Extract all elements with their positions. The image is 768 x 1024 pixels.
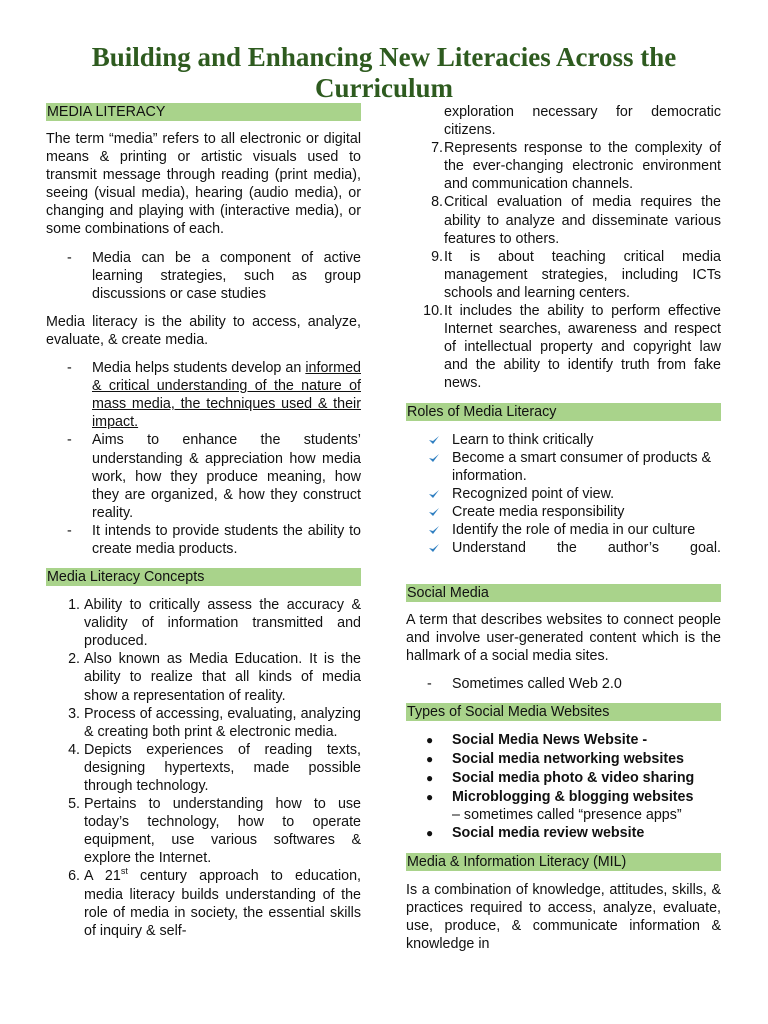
list-item: - Media can be a component of active learning strategies, such as group discussions or case studies xyxy=(67,249,361,302)
list-item: 4. Depicts experiences of reading texts, designing hypertexts, made possible through technology. xyxy=(68,741,361,794)
mil-definition: Is a combination of knowledge, attitudes, skills, & practices required to access, analyze, evaluate, use, produce, & communicate information & knowledge in xyxy=(406,881,721,952)
section-header-media-literacy: MEDIA LITERACY xyxy=(46,103,361,121)
page-title: Building and Enhancing New Literacies Across the Curriculum xyxy=(91,42,677,103)
social-media-definition: A term that describes websites to connect people and involve user-generated content which is the hallmark of a social media sites. xyxy=(406,612,721,665)
list-item: 9. It is about teaching critical media management strategies, including ICTs schools and learning centers. xyxy=(431,248,721,301)
types-list xyxy=(406,731,721,844)
check-icon xyxy=(428,507,440,518)
list-item: - Sometimes called Web 2.0 xyxy=(427,676,622,693)
list-item: Learn to think critically xyxy=(406,431,721,449)
right-column xyxy=(406,103,721,953)
list-item: 8. Critical evaluation of media requires the ability to analyze and disseminate various features to others. xyxy=(431,194,721,247)
list-item: 1. Ability to critically assess the accuracy & validity of information transmitted and produced. xyxy=(68,597,361,650)
check-icon xyxy=(428,525,440,536)
list-item: - It intends to provide students the ability to create media products. xyxy=(67,522,361,557)
list-item: ● Social Media News Website - xyxy=(426,731,648,748)
list-item: 6. A 21st century approach to education, media literacy builds understanding of the role of media in society, the essential skills of inquiry & self- xyxy=(68,866,361,939)
check-icon xyxy=(428,489,440,500)
list-item: ● Social media photo & video sharing xyxy=(426,770,695,787)
underlined-text: informed & critical understanding of the nature of mass media, the techniques used & their impact. xyxy=(92,360,361,431)
list-item: Identify the role of media in our culture xyxy=(406,521,721,539)
list-item: Create media responsibility xyxy=(406,503,721,521)
section-header-concepts: Media Literacy Concepts xyxy=(46,568,361,586)
check-icon xyxy=(428,543,440,554)
list-item: 10. It includes the ability to perform effective Internet searches, awareness and respect of intellectual property and copyright law and the ability to identify truth from fake news. xyxy=(423,303,721,392)
concepts-list xyxy=(46,596,361,940)
list-item: 2. Also known as Media Education. It is the ability to realize that all kinds of media show a representation of reality. xyxy=(68,651,361,704)
section-header-social-media: Social Media xyxy=(406,584,721,602)
list-item: Become a smart consumer of products & information. xyxy=(406,449,721,485)
section-header-mil: Media & Information Literacy (MIL) xyxy=(406,853,721,871)
social-media-bullets xyxy=(406,675,721,693)
list-item: - Aims to enhance the students’ understanding & appreciation how media work, how they produce meaning, how they are organized, & how they construct reality. xyxy=(67,432,361,521)
media-literacy-bullets xyxy=(46,359,361,558)
list-item: ● Social media review website xyxy=(426,825,645,842)
section-header-types: Types of Social Media Websites xyxy=(406,703,721,721)
list-item: Understand the author’s goal. xyxy=(406,539,721,557)
list-item: Recognized point of view. xyxy=(406,485,721,503)
media-definition-paragraph: The term “media” refers to all electronic or digital means & printing or artistic visuals used to transmit message through reading (print media), seeing (visual media), hearing (audio media), or changing and playing with (interactive media), or some combinations of each. xyxy=(46,131,361,238)
media-literacy-definition: Media literacy is the ability to access, analyze, evaluate, & create media. xyxy=(46,313,361,348)
check-icon xyxy=(428,435,440,446)
section-header-roles: Roles of Media Literacy xyxy=(406,403,721,421)
list-item: 5. Pertains to understanding how to use today’s technology, how to operate equipment, use various softwares & explore the Internet. xyxy=(68,796,361,867)
list-item: 3. Process of accessing, evaluating, analyzing & creating both print & electronic media. xyxy=(68,705,361,740)
list-item: ● Social media networking websites xyxy=(426,750,684,767)
list-item: exploration necessary for democratic citizens. xyxy=(444,104,721,139)
list-item: ● Microblogging & blogging websites – sometimes called “presence apps” xyxy=(426,789,694,824)
check-icon xyxy=(428,453,440,464)
list-item: 7. Represents response to the complexity of the ever-changing electronic environment and communication channels. xyxy=(431,140,721,193)
media-component-list xyxy=(46,249,361,303)
left-column xyxy=(46,103,361,940)
roles-list xyxy=(406,431,721,558)
concepts-list-continued xyxy=(406,103,721,393)
list-item: - Media helps students develop an informed & critical understanding of the nature of mass media, the techniques used & their impact. xyxy=(67,360,361,431)
